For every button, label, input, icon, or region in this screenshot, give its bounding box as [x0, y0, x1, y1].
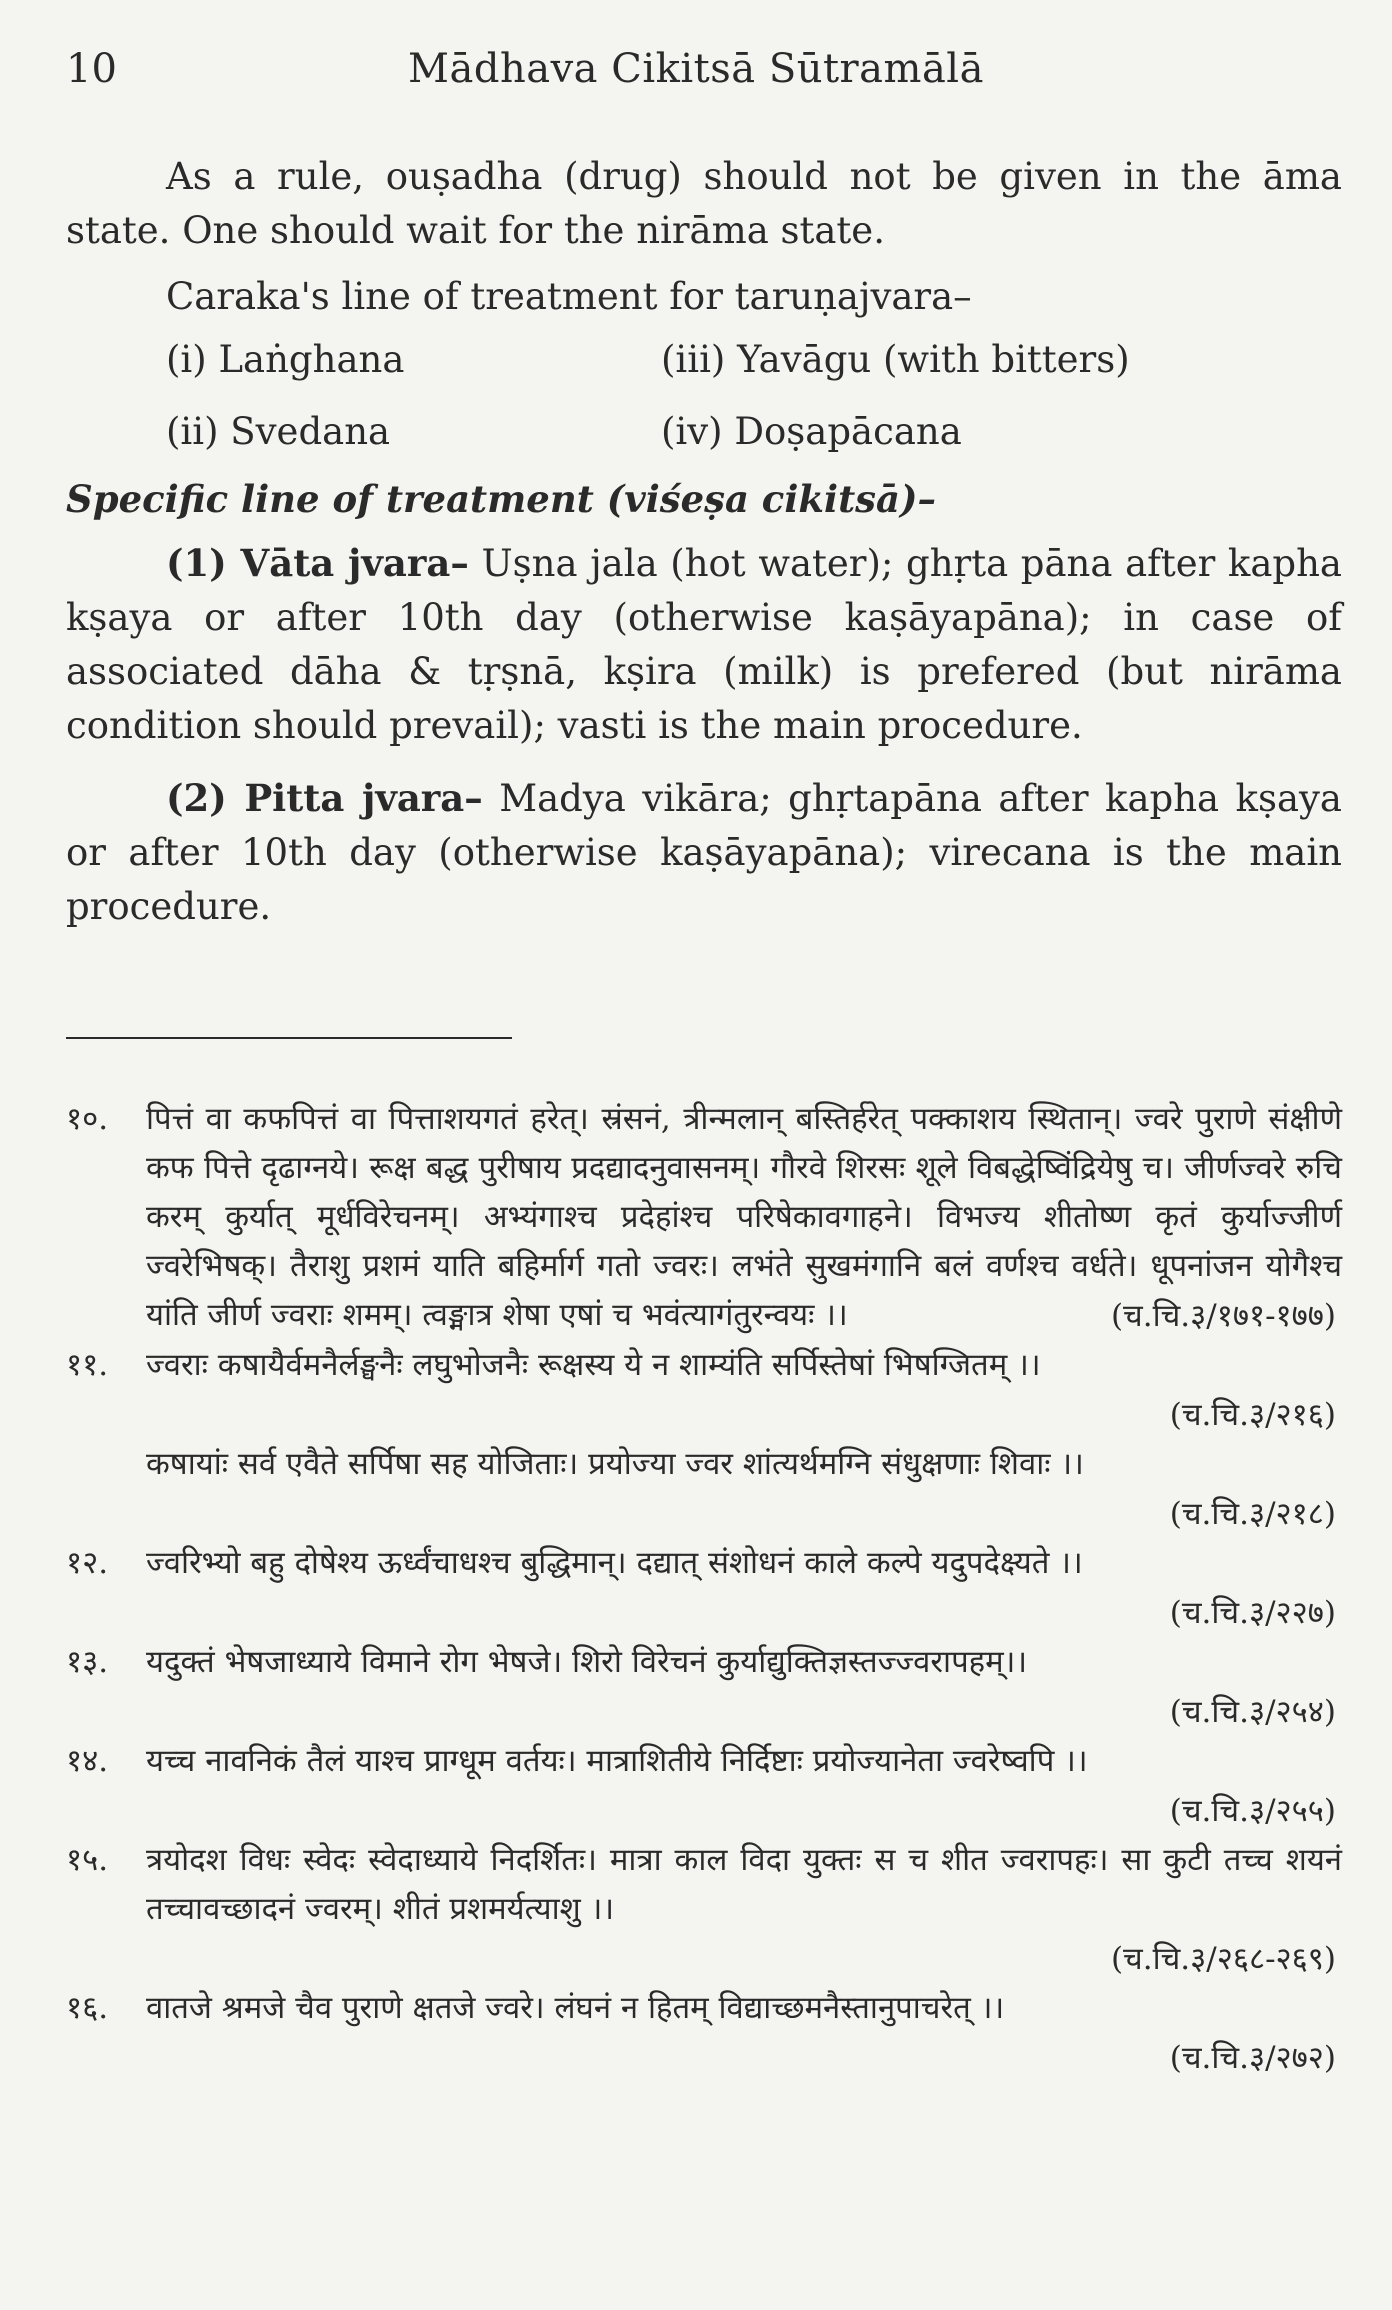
footnote-text: वातजे श्रमजे चैव पुराणे क्षतजे ज्वरे। लंघनं न हितम् विद्याच्छमनैस्तानुपाचरेत् ।। — [146, 1990, 1005, 2026]
footnote-number: १६. — [66, 1990, 109, 2026]
footnote-number: १०. — [66, 1101, 109, 1137]
footnote-divider — [66, 1037, 512, 1039]
pitta-jvara-paragraph — [66, 771, 1342, 934]
pitta-jvara-text: Madya vikāra; ghṛtapāna after kapha kṣaya or after 10th day (otherwise kaṣāyapāna); virecana is the main procedure. — [66, 777, 1342, 928]
vata-jvara-text: Uṣna jala (hot water); ghṛta pāna after kapha kṣaya or after 10th day (otherwise kaṣāyapāna); in case of associated dāha & tṛṣnā, kṣira (milk) is prefered (but nirāma condition should prevail); vasti is the main procedure. — [66, 542, 1342, 747]
footnote-reference: (च.चि.३/२५४) — [1169, 1694, 1336, 1730]
footnote-text: यच्च नावनिकं तैलं याश्च प्राग्धूम वर्तयः। मात्राशितीये निर्दिष्टाः प्रयोज्यानेता ज्वरेष्वपि ।। — [146, 1743, 1088, 1779]
footnotes — [66, 1095, 1342, 2083]
footnote-number: १२. — [66, 1545, 109, 1581]
footnote-reference: (च.चि.३/२५५) — [1169, 1793, 1336, 1829]
footnote-number: ११. — [66, 1347, 109, 1383]
running-title: Mādhava Cikitsā Sūtramālā — [408, 46, 984, 92]
footnote-text: त्रयोदश विधः स्वेदः स्वेदाध्याये निदर्शितः। मात्रा काल विदा युक्तः स च शीत ज्वरापहः। सा कुटी तच्च शयनं तच्चावच्छादनं ज्वरम्। शीतं प्रशमर्यत्याशु ।। — [146, 1842, 1342, 1927]
footnote-text: कषायांः सर्व एवैते सर्पिषा सह योजिताः। प्रयोज्या ज्वर शांत्यर्थमग्नि संधुक्षणाः शिवाः ।। — [146, 1446, 1084, 1482]
footnote-text: यदुक्तं भेषजाध्याये विमाने रोग भेषजे। शिरो विरेचनं कुर्याद्युक्तिज्ञस्तज्ज्वरापहम्।। — [146, 1644, 1028, 1680]
treatment-list-row-2 — [66, 396, 1342, 468]
footnote — [66, 1440, 1342, 1489]
footnote-reference: (च.चि.३/१७१-१७७) — [1110, 1298, 1336, 1334]
main-text — [66, 150, 1342, 952]
footnote — [66, 1984, 1342, 2033]
footnote-reference: (च.चि.३/२१८) — [1169, 1496, 1336, 1532]
page-number: 10 — [66, 46, 117, 92]
footnote-reference: (च.चि.३/२१६) — [1169, 1397, 1336, 1433]
vata-jvara-label: (1) Vāta jvara– — [166, 541, 469, 585]
list-item: (i) Laṅghana — [166, 338, 405, 381]
vata-jvara-paragraph — [66, 536, 1342, 753]
specific-treatment-heading: Specific line of treatment (viśeṣa cikitsā)– — [66, 477, 936, 521]
footnote-reference: (च.चि.३/२७२) — [1169, 2040, 1336, 2076]
footnote-text: ज्वराः कषायैर्वमनैर्लङ्घनैः लघुभोजनैः रूक्षस्य ये न शाम्यंति सर्पिस्तेषां भिषग्जितम् ।। — [146, 1347, 1041, 1383]
footnote — [66, 1341, 1342, 1390]
caraka-heading: Caraka's line of treatment for taruṇajvara– — [166, 275, 972, 318]
pitta-jvara-label: (2) Pitta jvara– — [166, 776, 483, 820]
footnote-text: ज्वरिभ्यो बहु दोषेश्य ऊर्ध्वंचाधश्च बुद्धिमान्। दद्यात् संशोधनं काले कल्पे यदुपदेक्ष्यते ।। — [146, 1545, 1083, 1581]
footnote-text: पित्तं वा कफपित्तं वा पित्ताशयगतं हरेत्। स्रंसनं, त्रीन्मलान् बस्तिर्हरेत् पक्काशय स्थितान्। ज्वरे पुराणे संक्षीणे कफ पित्ते दृढाग्नये। रूक्ष बद्ध पुरीषाय प्रदद्यादनुवासनम्। गौरवे शिरसः शूले विबद्धेष्विंद्रियेषु च। जीर्णज्वरे रुचि करम् कुर्यात् मूर्धविरेचनम्। अभ्यंगाश्च प्रदेहांश्च परिषेकावगाहने। विभज्य शीतोष्ण कृतं कुर्याज्जीर्ण ज्वरेभिषक्। तैराशु प्रशमं याति बहिर्मार्ग गतो ज्वरः। लभंते सुखमंगानि बलं वर्णश्च वर्धते। धूपनांजन योगैश्च यांति जीर्ण ज्वराः शमम्। त्वङ्मात्र शेषा एषां च भवंत्यागंतुरन्वयः ।। — [146, 1101, 1342, 1333]
footnote — [66, 1539, 1342, 1588]
list-item: (iv) Doṣapācana — [661, 410, 962, 453]
footnote-number: १४. — [66, 1743, 109, 1779]
footnote — [66, 1737, 1342, 1786]
footnote — [66, 1836, 1342, 1934]
footnote-reference: (च.चि.३/२२७) — [1169, 1595, 1336, 1631]
list-item: (ii) Svedana — [166, 410, 391, 453]
footnote-number: १५. — [66, 1842, 109, 1878]
treatment-list-row-1 — [66, 324, 1342, 396]
footnote — [66, 1638, 1342, 1687]
intro-paragraph: As a rule, ouṣadha (drug) should not be given in the āma state. One should wait for the nirāma state. — [66, 155, 1342, 252]
footnote-number: १३. — [66, 1644, 109, 1680]
footnote-reference: (च.चि.३/२६८-२६९) — [1110, 1941, 1336, 1977]
list-item: (iii) Yavāgu (with bitters) — [661, 338, 1130, 381]
